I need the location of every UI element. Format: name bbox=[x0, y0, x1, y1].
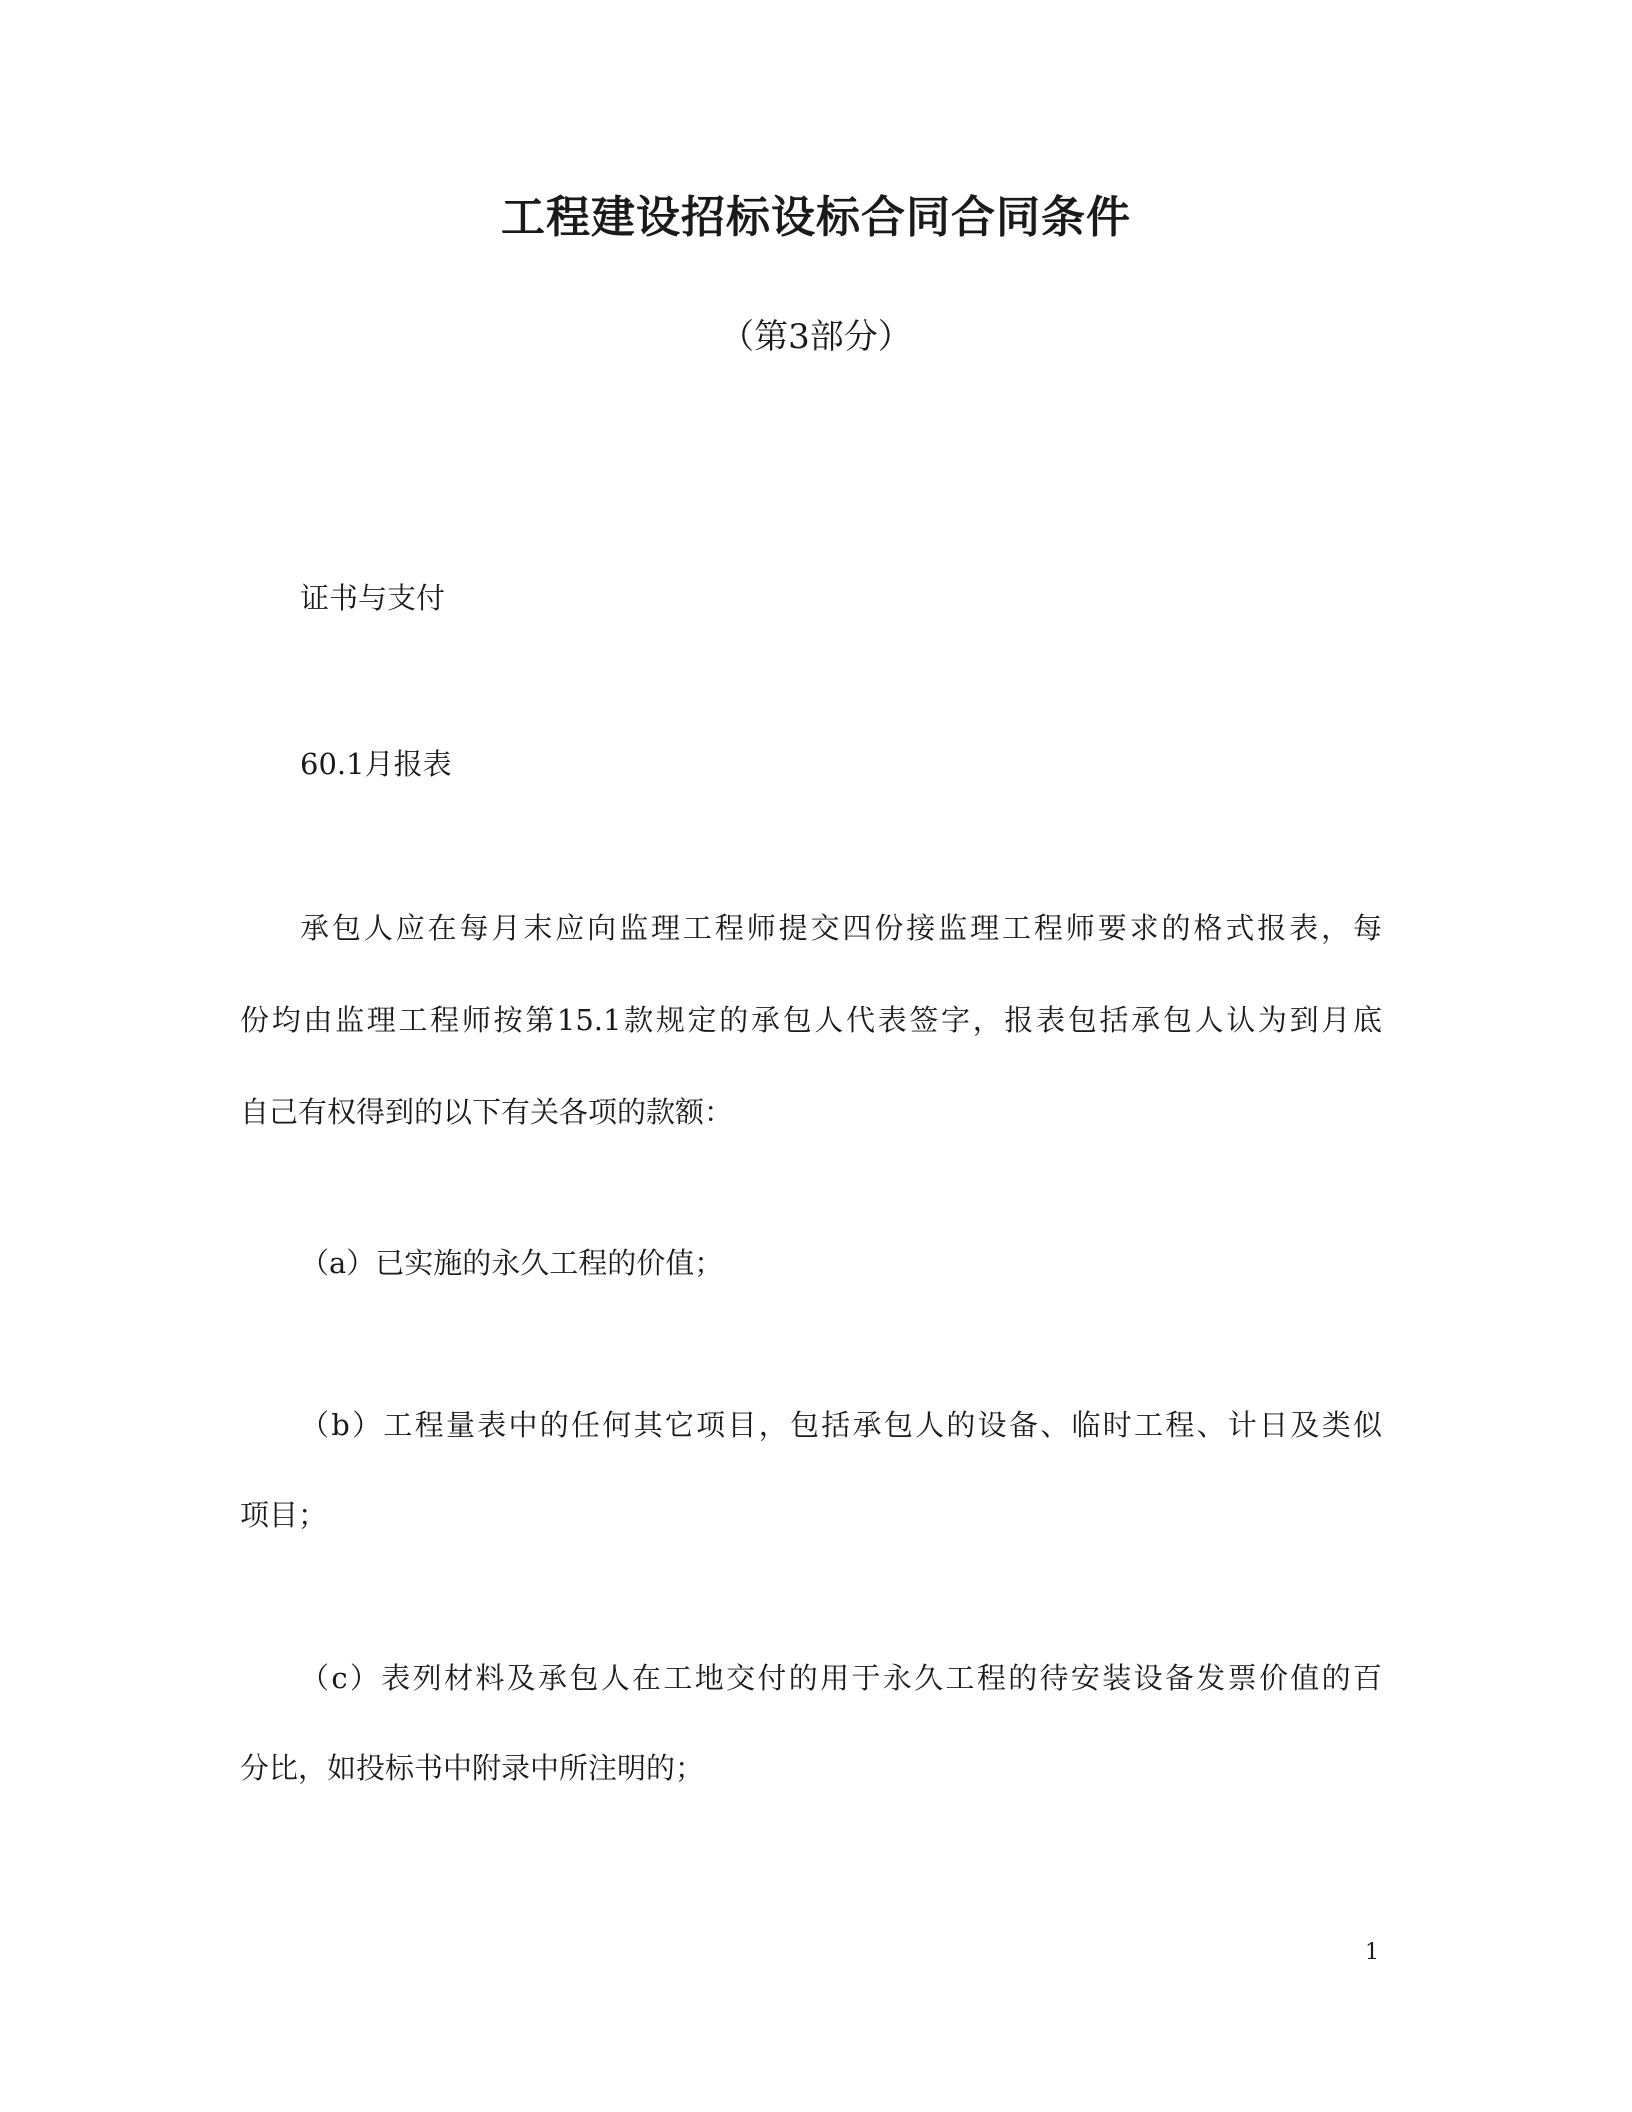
list-item-line: 项目； bbox=[240, 1498, 328, 1532]
paragraph-line: 份均由监理工程师按第15.1款规定的承包人代表签字，报表包括承包人认为到月底 bbox=[240, 1003, 1382, 1037]
page-number: 1 bbox=[1365, 1940, 1379, 1965]
list-item-line: 分比，如投标书中附录中所注明的； bbox=[240, 1751, 705, 1785]
list-item-line: （c）表列材料及承包人在工地交付的用于永久工程的待安装设备发票价值的百 bbox=[300, 1661, 1382, 1695]
paragraph-line: 自己有权得到的以下有关各项的款额： bbox=[240, 1095, 734, 1129]
section-heading: 证书与支付 bbox=[300, 581, 446, 615]
list-item-line: （b）工程量表中的任何其它项目，包括承包人的设备、临时工程、计日及类似 bbox=[300, 1408, 1382, 1442]
list-item-line: （a）已实施的永久工程的价值； bbox=[300, 1246, 724, 1280]
document-title: 工程建设招标设标合同合同条件 bbox=[501, 192, 1131, 243]
document-subtitle: （第3部分） bbox=[720, 317, 912, 357]
clause-heading: 60.1月报表 bbox=[300, 747, 452, 781]
paragraph-line: 承包人应在每月末应向监理工程师提交四份接监理工程师要求的格式报表，每 bbox=[300, 911, 1382, 945]
